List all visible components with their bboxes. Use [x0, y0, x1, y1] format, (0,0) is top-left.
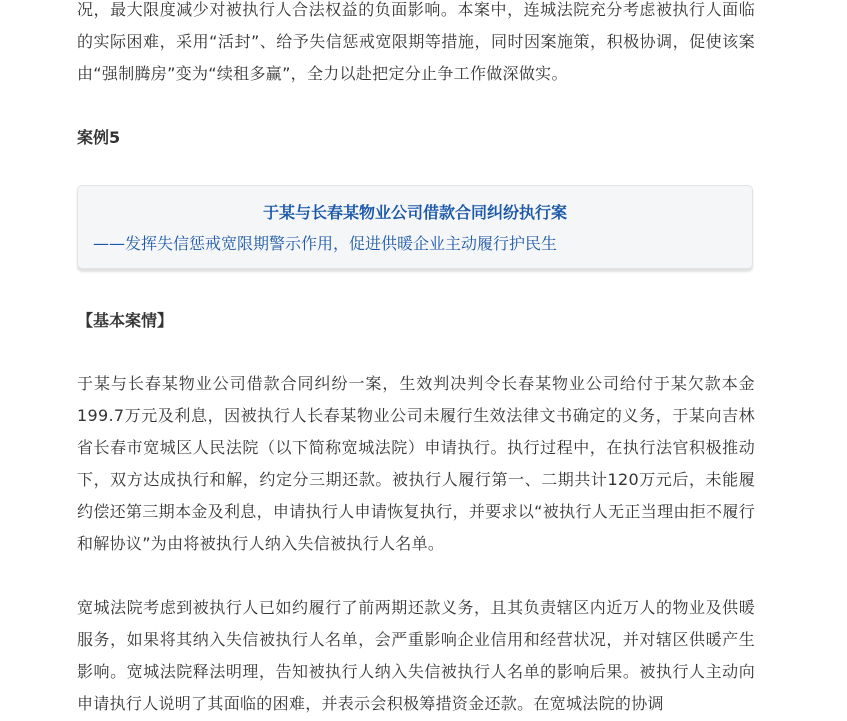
case-heading: 案例5	[77, 128, 121, 147]
case-subtitle: ——发挥失信惩戒宽限期警示作用，促进供暖企业主动履行护民生	[93, 234, 558, 253]
section-heading-basic-facts: 【基本案情】	[77, 311, 174, 330]
case-title: 于某与长春某物业公司借款合同纠纷执行案	[262, 203, 567, 222]
paragraph-case-facts-1: 于某与长春某物业公司借款合同纠纷一案，生效判决判令长春某物业公司给付于某欠款本金199.7万元及利息，因被执行人长春某物业公司未履行生效法律文书确定的义务，于某向吉林省长春市宽城区人民法院（以下简称宽城法院）申请执行。执行过程中，在执行法官积极推动下，双方达成执行和解，约定分三期还款。被执行人履行第一、二期共计120万元后，未能履约偿还第三期本金及利息，申请执行人申请恢复执行，并要求以“被执行人无正当理由拒不履行和解协议”为由将被执行人纳入失信被执行人名单。	[77, 374, 755, 553]
case-title-box	[77, 185, 753, 269]
paragraph-case-facts-2: 宽城法院考虑到被执行人已如约履行了前两期还款义务，且其负责辖区内近万人的物业及供暖服务，如果将其纳入失信被执行人名单，会严重影响企业信用和经营状况，并对辖区供暖产生影响。宽城法院释法明理，告知被执行人纳入失信被执行人名单的影响后果。被执行人主动向申请执行人说明了其面临的困难，并表示会积极筹措资金还款。在宽城法院的协调	[77, 598, 755, 713]
paragraph-intro-tail: 况，最大限度减少对被执行人合法权益的负面影响。本案中，连城法院充分考虑被执行人面临的实际困难，采用“活封”、给予失信惩戒宽限期等措施，同时因案施策，积极协调，促使该案由“强制腾房”变为“续租多赢”，全力以赴把定分止争工作做深做实。	[77, 0, 755, 83]
